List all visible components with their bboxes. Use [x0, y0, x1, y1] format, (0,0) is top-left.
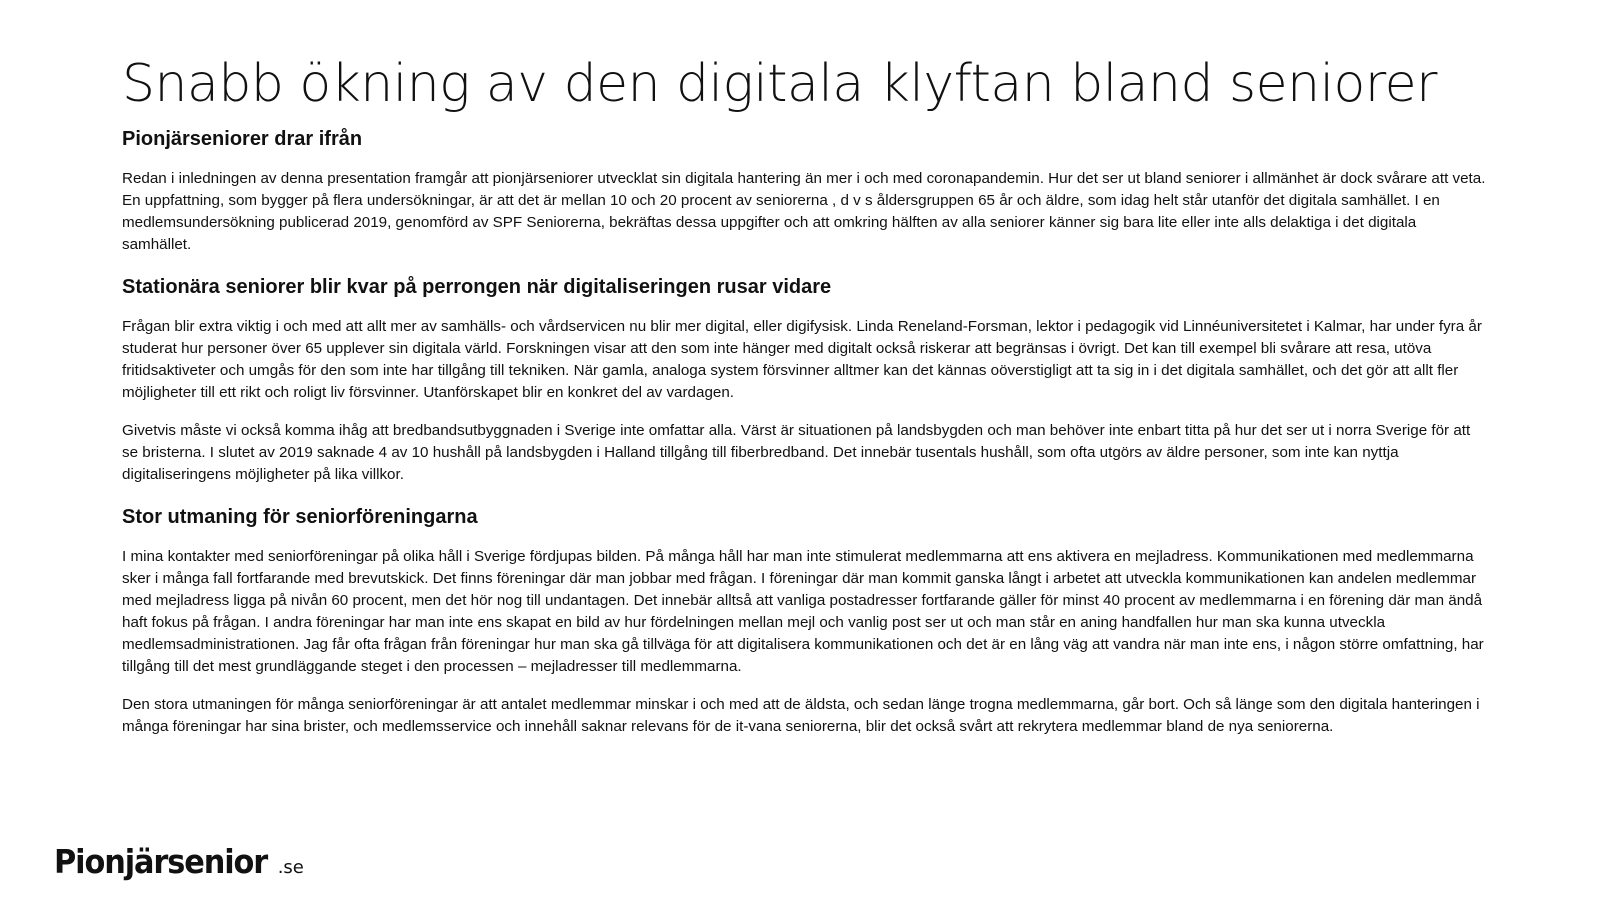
- body-paragraph: I mina kontakter med seniorföreningar på olika håll i Sverige fördjupas bilden. På många håll har man inte stimulerat medlemmarna att ens aktivera en mejladress. Kommunikationen med medlemmarna sker i många fall fortfarande med brevutskick. Det finns föreningar där man jobbar med frågan. I föreningar där man kommit ganska långt i arbetet att utveckla kommunikationen kan andelen medlemmar med mejladress ligga på nivån 60 procent, men det hör nog till undantagen. Det innebär alltså att vanliga postadresser fortfarande gäller för minst 40 procent av medlemmarna i en förening där man ändå haft fokus på frågan. I andra föreningar har man inte ens skapat en bild av hur fördelningen mellan mejl och vanlig post ser ut och man står en aning handfallen hur man ska kunna utveckla medlemsadministrationen. Jag får ofta frågan från föreningar hur man ska gå tillväga för att digitalisera kommunikationen och det är en lång väg att vandra när man inte ens, i någon större omfattning, har tillgång till det mest grundläggande steget i den processen – mejladresser till medlemmarna.: [122, 548, 1484, 675]
- body-paragraph: Den stora utmaningen för många seniorföreningar är att antalet medlemmar minskar i och med att de äldsta, och sedan länge trogna medlemmarna, går bort. Och så länge som den digitala hanteringen i många föreningar har sina brister, och medlemsservice och innehåll saknar relevans för de it-vana seniorerna, blir det också svårt att rekrytera medlemmar bland de nya seniorerna.: [122, 696, 1480, 735]
- body-paragraph: Redan i inledningen av denna presentation framgår att pionjärseniorer utvecklat sin digitala hantering än mer i och med coronapandemin. Hur det ser ut bland seniorer i allmänhet är dock svårare att veta. En uppfattning, som bygger på flera undersökningar, är att det är mellan 10 och 20 procent av seniorerna , d v s åldersgruppen 65 år och äldre, som idag helt står utanför det digitala samhället. I en medlemsundersökning publicerad 2019, genomförd av SPF Seniorerna, bekräftas dessa uppgifter och att omkring hälften av alla seniorer känner sig bara lite eller inte alls delaktiga i det digitala samhället.: [122, 170, 1486, 253]
- brand-logo: [54, 842, 304, 881]
- section-pionjarseniorer: [122, 126, 1487, 256]
- body-paragraph: Frågan blir extra viktig i och med att allt mer av samhälls- och vårdservicen nu blir mer digital, eller digifysisk. Linda Reneland-Forsman, lektor i pedagogik vid Linnéuniversitetet i Kalmar, har under fyra år studerat hur personer över 65 upplever sin digitala värld. Forskningen visar att den som inte hänger med digitalt också riskerar att begränsas i övrigt. Det kan till exempel bli svårare att resa, utöva fritidsaktiveter och umgås för den som inte har tillgång till tekniken. När gamla, analoga system försvinner alltmer kan det kännas oöverstigligt att ta sig in i det digitala samhället, och det gör att allt fler möjligheter till ett rikt och roligt liv försvinner. Utanförskapet blir en konkret del av vardagen.: [122, 318, 1482, 401]
- brand-name: Pionjärsenior: [54, 842, 268, 881]
- section-heading: Pionjärseniorer drar ifrån: [122, 128, 363, 150]
- section-stor-utmaning: [122, 504, 1487, 738]
- section-heading: Stationära seniorer blir kvar på perrongen när digitaliseringen rusar vidare: [122, 276, 832, 298]
- brand-tld: .se: [277, 857, 304, 878]
- slide-title: Snabb ökning av den digitala klyftan bland seniorer: [122, 54, 1437, 114]
- section-stationara-seniorer: [122, 274, 1487, 486]
- slide-content: [122, 52, 1487, 754]
- body-paragraph: Givetvis måste vi också komma ihåg att bredbandsutbyggnaden i Sverige inte omfattar alla. Värst är situationen på landsbygden och man behöver inte enbart titta på hur det ser ut i norra Sverige för att se bristerna. I slutet av 2019 saknade 4 av 10 hushåll på landsbygden i Halland tillgång till fiberbredband. Det innebär tusentals hushåll, som ofta utgörs av äldre personer, som inte kan nyttja digitaliseringens möjligheter på lika villkor.: [122, 422, 1471, 483]
- section-heading: Stor utmaning för seniorföreningarna: [122, 506, 478, 528]
